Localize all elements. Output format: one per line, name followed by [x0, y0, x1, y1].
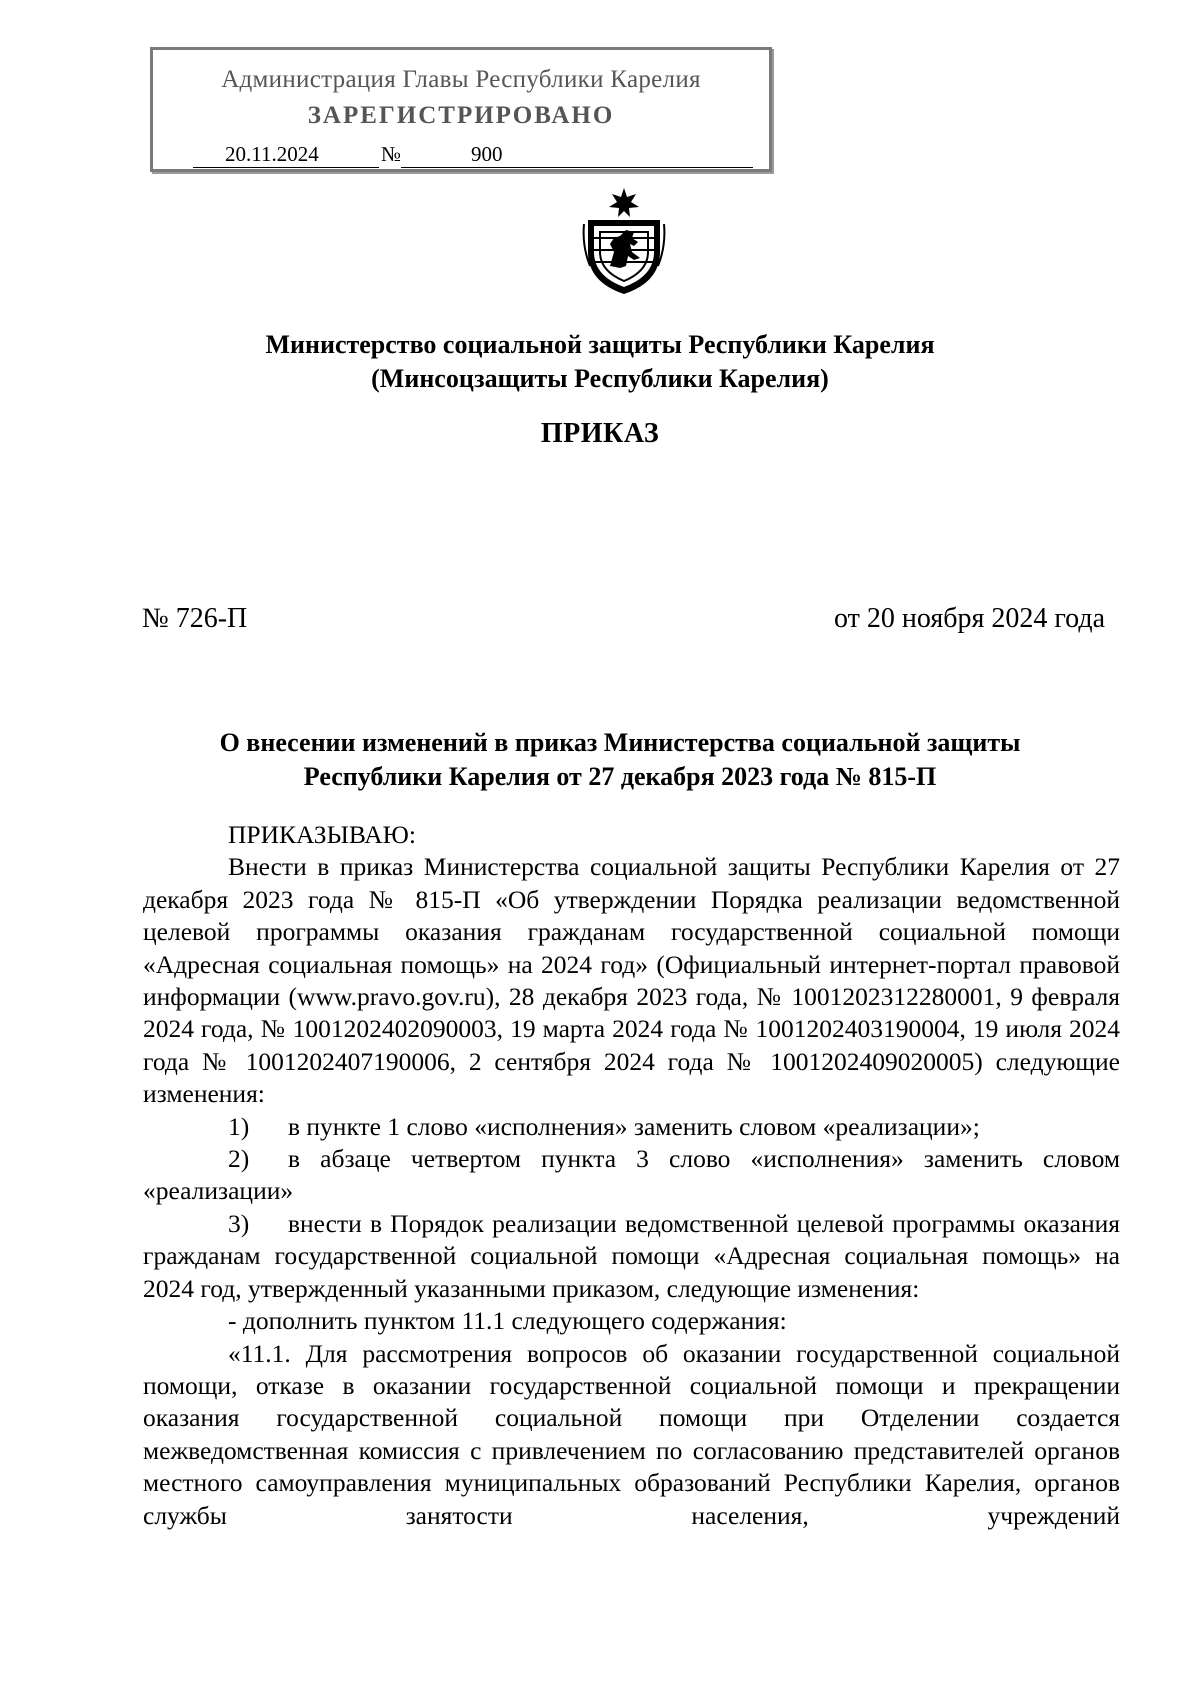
organization-short-name: (Минсоцзащиты Республики Карелия) [371, 364, 829, 393]
document-type-title: ПРИКАЗ [540, 418, 660, 449]
document-number: № 726-П [142, 603, 248, 634]
stamp-number: 900 [471, 142, 503, 166]
organization-full-name: Министерство социальной защиты Республики Карелия [265, 330, 935, 359]
karelia-coat-of-arms-icon [580, 186, 668, 296]
list-item-1 [143, 1111, 1120, 1143]
list-item-3 [143, 1208, 1120, 1305]
list-item-text: внести в Порядок реализации ведомственной целевой программы оказания гражданам государственной социальной помощи «Адресная социальная помощь» на 2024 год, утвержденный указанными приказом, следующие изменения: [143, 1208, 1120, 1303]
list-item-number: 3) [228, 1208, 250, 1238]
list-item-text: в абзаце четвертом пункта 3 слово «исполнения» заменить словом «реализации» [143, 1144, 1120, 1206]
order-word: ПРИКАЗЫВАЮ: [228, 820, 416, 849]
subject-line-1: О внесении изменений в приказ Министерства социальной защиты [219, 728, 1021, 757]
stamp-number-sign: № [381, 142, 402, 166]
subject-line-2: Республики Карелия от 27 декабря 2023 года № 815-П [303, 762, 937, 791]
list-item-2 [143, 1143, 1120, 1208]
list-item-number: 2) [228, 1144, 250, 1174]
list-item-text: в пункте 1 слово «исполнения» заменить словом «реализации»; [288, 1111, 980, 1141]
stamp-date: 20.11.2024 [225, 142, 319, 166]
clause-11-1: «11.1. Для рассмотрения вопросов об оказании государственной социальной помощи, отказе в оказании государственной социальной помощи и прекращении оказания государственной социальной помощи при Отделении создается межведомственная комиссия с привлечением по согласованию представителей органов местного самоуправления муниципальных образований Республики Карелия, органов службы занятости населения, учреждений [143, 1338, 1120, 1530]
document-date: от 20 ноября 2024 года [834, 603, 1105, 634]
list-item-number: 1) [228, 1111, 250, 1141]
stamp-authority: Администрация Главы Республики Карелия [221, 66, 701, 93]
stamp-registered-label: ЗАРЕГИСТРИРОВАНО [307, 102, 615, 129]
intro-paragraph: Внести в приказ Министерства социальной защиты Республики Карелия от 27 декабря 2023 года № 815-П «Об утверждении Порядка реализации ведомственной целевой программы оказания гражданам государственной социальной помощи «Адресная социальная помощь» на 2024 год» (Официальный интернет-портал правовой информации (www.pravo.gov.ru), 28 декабря 2023 года, № 1001202312280001, 9 февраля 2024 года, № 1001202402090003, 19 марта 2024 года № 1001202403190004, 19 июля 2024 года № 1001202407190006, 2 сентября 2024 года № 1001202409020005) следующие изменения: [143, 852, 1120, 1109]
stamp-registration-line [193, 142, 753, 168]
dash-item: - дополнить пунктом 11.1 следующего содержания: [228, 1306, 787, 1336]
registration-stamp [150, 47, 772, 172]
document-body [143, 819, 1120, 1532]
